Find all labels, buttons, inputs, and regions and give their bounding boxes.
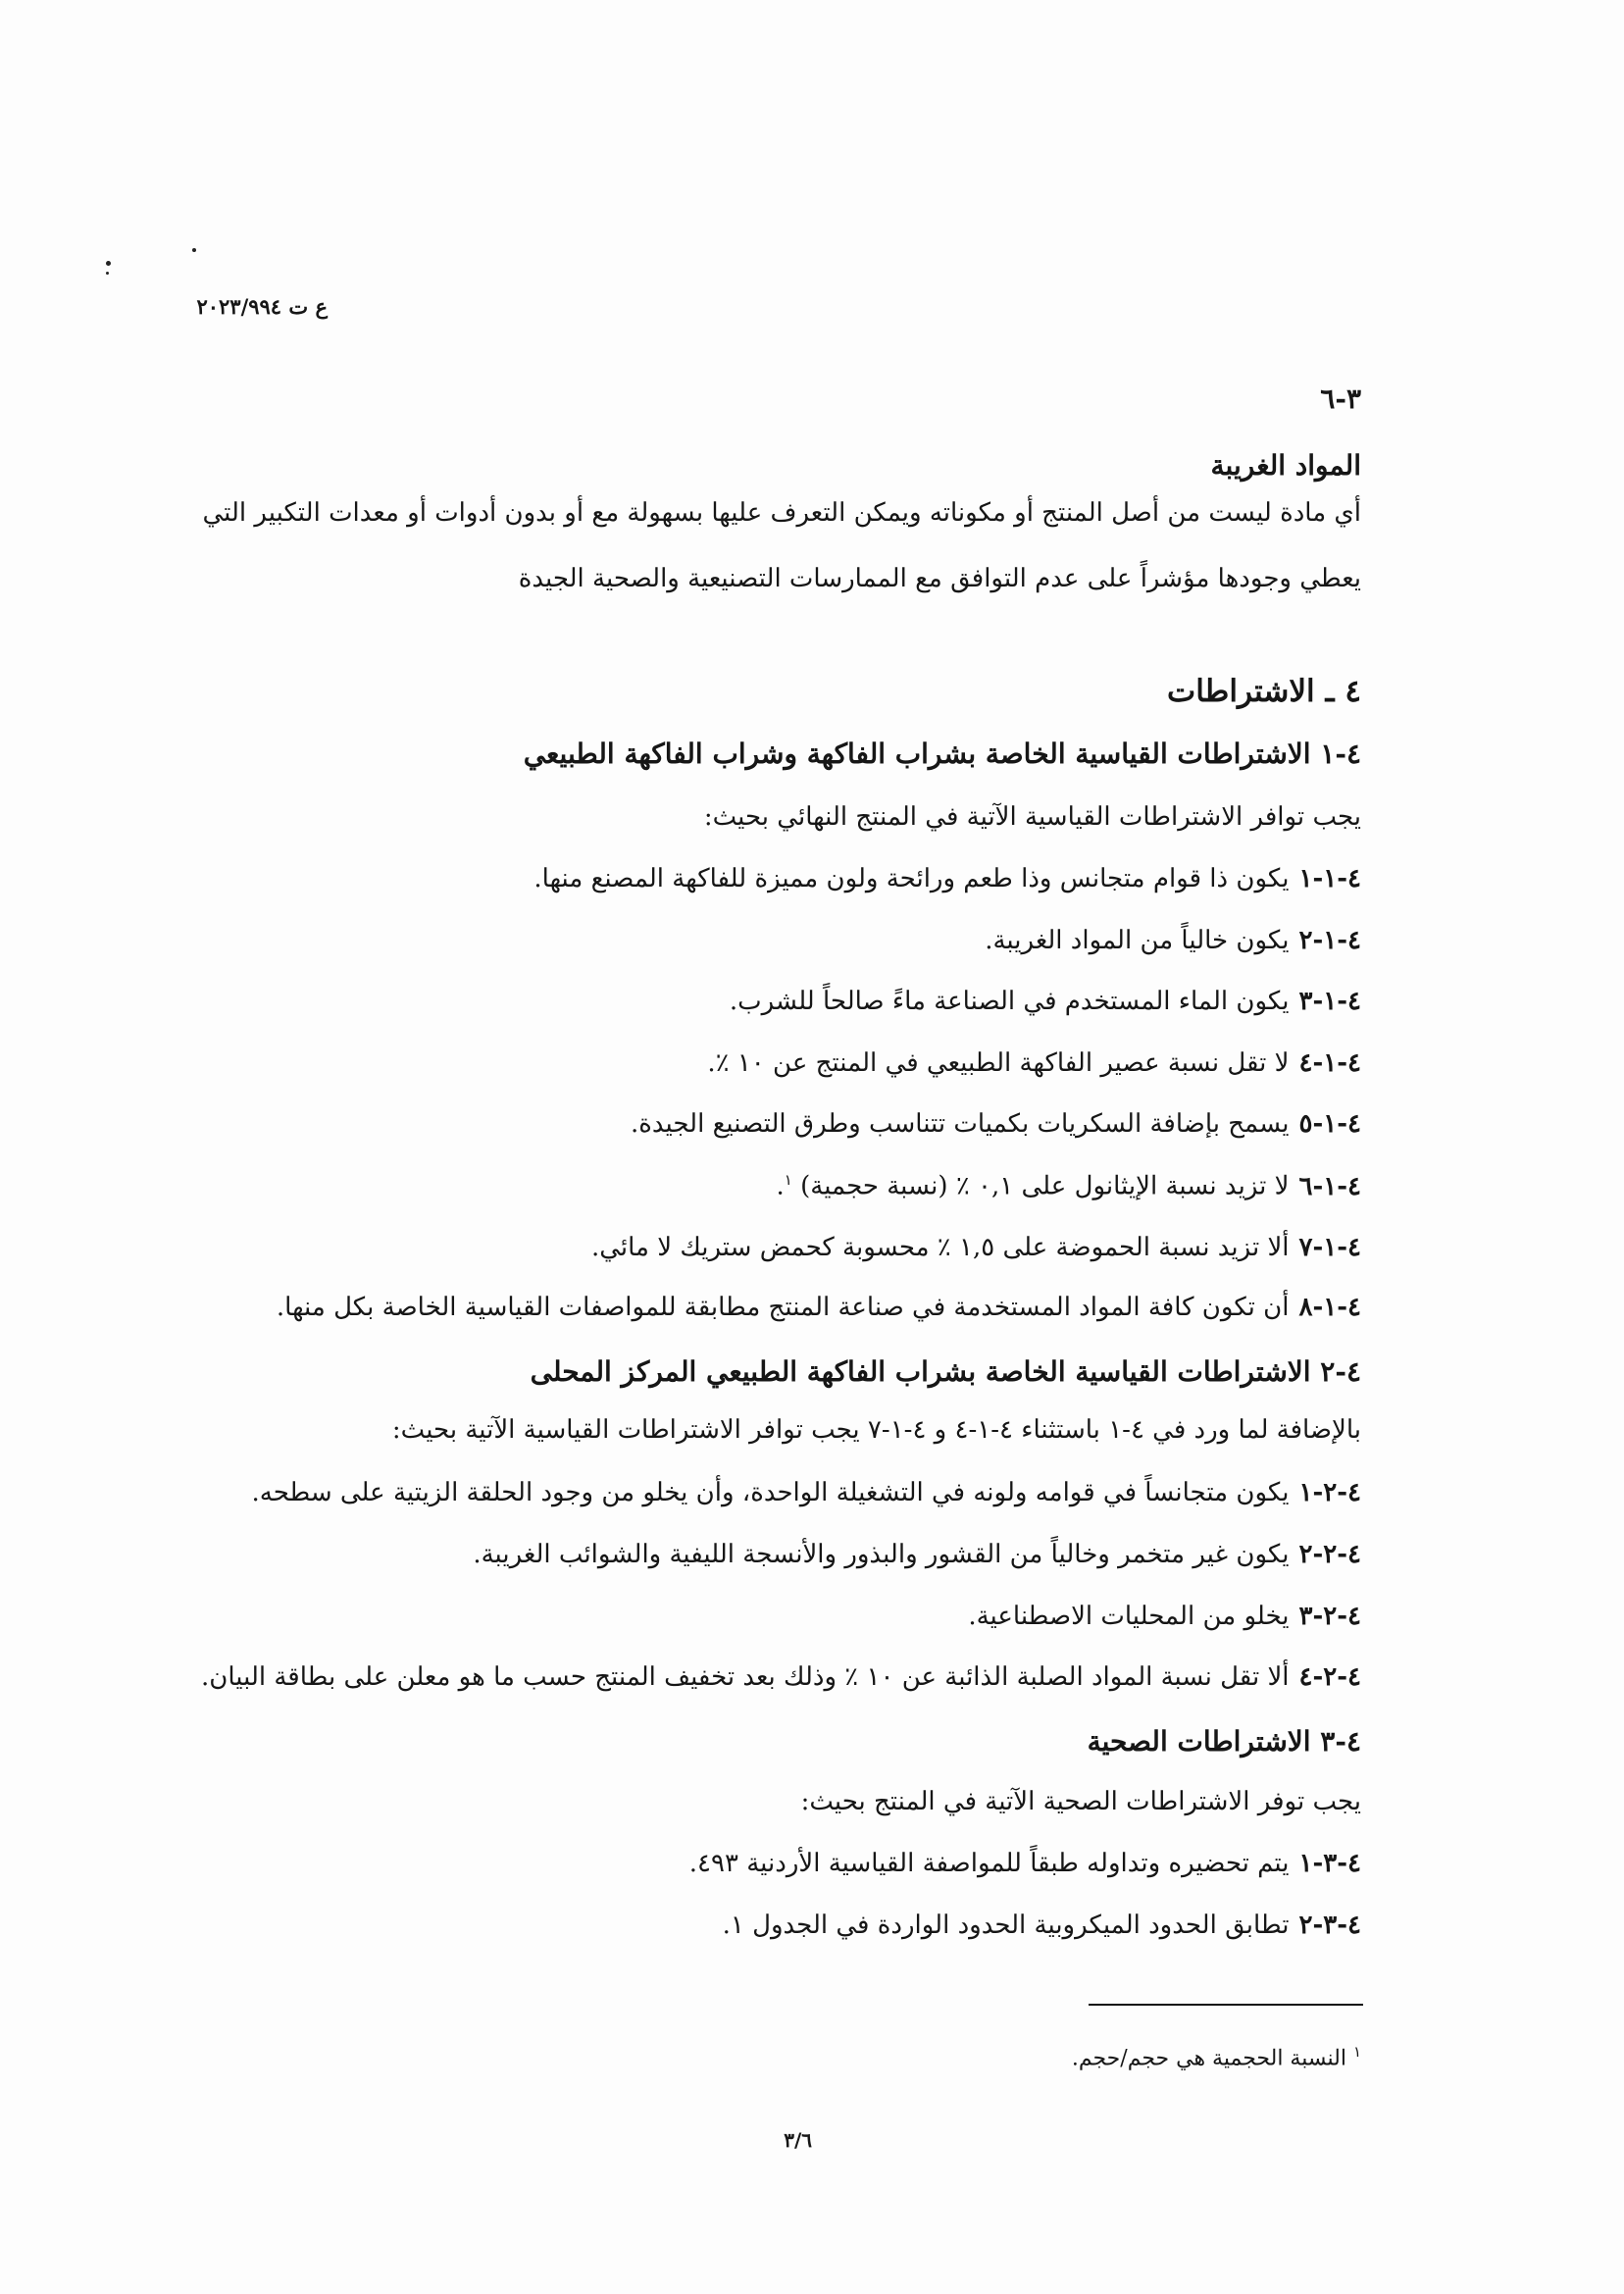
list-item bbox=[277, 1293, 1361, 1322]
footnote bbox=[1072, 2043, 1361, 2070]
item-number: ٤-٢-٣ bbox=[1298, 1602, 1361, 1631]
item-text: يكون غير متخمر وخالياً من القشور والبذور والأنسجة الليفية والشوائب الغريبة. bbox=[473, 1540, 1290, 1569]
subsection-4-1-title: ٤-١ الاشتراطات القياسية الخاصة بشراب الفاكهة وشراب الفاكهة الطبيعي bbox=[523, 738, 1361, 770]
list-item bbox=[533, 864, 1361, 893]
item-number: ٤-١-٢ bbox=[1298, 926, 1361, 955]
subsection-4-1-intro: يجب توافر الاشتراطات القياسية الآتية في المنتج النهائي بحيث: bbox=[703, 802, 1361, 832]
definition-line-1: أي مادة ليست من أصل المنتج أو مكوناته ويمكن التعرف عليها بسهولة مع أو بدون أدوات أو معدات التكبير التي bbox=[202, 498, 1361, 528]
item-text-tail: . bbox=[776, 1171, 785, 1201]
list-item bbox=[968, 1602, 1361, 1631]
item-number: ٤-١-٨ bbox=[1298, 1293, 1361, 1322]
section-4-title: ٤ ـ الاشتراطات bbox=[1167, 674, 1361, 709]
list-item bbox=[730, 987, 1361, 1016]
section-number: ٣-٦ bbox=[1320, 382, 1361, 415]
item-text: يخلو من المحليات الاصطناعية. bbox=[968, 1602, 1290, 1631]
item-text: لا تزيد نسبة الإيثانول على ٠,١ ٪ (نسبة حجمية) bbox=[800, 1171, 1290, 1201]
definition-line-2: يعطي وجودها مؤشراً على عدم التوافق مع الممارسات التصنيعية والصحية الجيدة bbox=[518, 564, 1361, 593]
scan-mark bbox=[106, 261, 111, 266]
item-number: ٤-١-٦ bbox=[1298, 1171, 1361, 1201]
list-item bbox=[201, 1662, 1361, 1692]
item-number: ٤-١-٧ bbox=[1298, 1233, 1361, 1262]
item-text: ألا تقل نسبة المواد الصلبة الذائبة عن ١٠ ٪ وذلك بعد تخفيف المنتج حسب ما هو معلن على بطاقة البيان. bbox=[200, 1662, 1290, 1692]
item-number: ٤-٣-١ bbox=[1298, 1849, 1361, 1878]
item-text: يسمح بإضافة السكريات بكميات تتناسب وطرق التصنيع الجيدة. bbox=[631, 1109, 1290, 1139]
subsection-4-2-intro: بالإضافة لما ورد في ٤-١ باستثناء ٤-١-٤ و ٤-١-٧ يجب توافر الاشتراطات القياسية الآتية بحيث: bbox=[391, 1415, 1361, 1445]
item-number: ٤-٢-١ bbox=[1298, 1478, 1361, 1507]
list-item bbox=[591, 1233, 1361, 1262]
item-number: ٤-٣-٢ bbox=[1298, 1911, 1361, 1940]
list-item bbox=[707, 1048, 1361, 1078]
list-item bbox=[985, 926, 1361, 955]
document-number: ع ت ٢٠٢٣/٩٩٤ bbox=[196, 294, 328, 319]
item-text: يكون ذا قوام متجانس وذا طعم ورائحة ولون مميزة للفاكهة المصنع منها. bbox=[533, 864, 1290, 893]
item-number: ٤-١-٥ bbox=[1298, 1109, 1361, 1139]
list-item bbox=[689, 1849, 1361, 1878]
item-text: ألا تزيد نسبة الحموضة على ١,٥ ٪ محسوبة كحمض ستريك لا مائي. bbox=[590, 1233, 1290, 1262]
item-text: تطابق الحدود الميكروبية الحدود الواردة في الجدول ١. bbox=[722, 1911, 1290, 1940]
footnote-text: النسبة الحجمية هي حجم/حجم. bbox=[1071, 2046, 1346, 2071]
list-item bbox=[473, 1540, 1361, 1569]
item-text: يكون الماء المستخدم في الصناعة ماءً صالحاً للشرب. bbox=[729, 987, 1290, 1016]
item-text: يتم تحضيره وتداوله طبقاً للمواصفة القياسية الأردنية ٤٩٣. bbox=[688, 1849, 1290, 1878]
footnote-mark: ١ bbox=[1352, 2043, 1361, 2061]
footnote-separator bbox=[1089, 2004, 1363, 2006]
list-item bbox=[631, 1109, 1361, 1139]
item-number: ٤-٢-٢ bbox=[1298, 1540, 1361, 1569]
item-text: يكون متجانساً في قوامه ولونه في التشغيلة الواحدة، وأن يخلو من وجود الحلقة الزيتية على سطحه. bbox=[251, 1478, 1290, 1507]
item-text: لا تقل نسبة عصير الفاكهة الطبيعي في المنتج عن ١٠ ٪. bbox=[707, 1048, 1290, 1078]
footnote-reference: ١ bbox=[784, 1171, 792, 1189]
section-title: المواد الغريبة bbox=[1210, 449, 1361, 482]
subsection-4-3-intro: يجب توفر الاشتراطات الصحية الآتية في المنتج بحيث: bbox=[800, 1787, 1361, 1816]
item-number: ٤-٢-٤ bbox=[1298, 1662, 1361, 1692]
scan-mark bbox=[106, 272, 109, 275]
page-number: ٣/٦ bbox=[784, 2128, 812, 2152]
subsection-4-2-title: ٤-٢ الاشتراطات القياسية الخاصة بشراب الفاكهة الطبيعي المركز المحلى bbox=[530, 1355, 1361, 1388]
list-item bbox=[723, 1911, 1361, 1940]
scan-mark bbox=[192, 248, 196, 252]
list-item bbox=[252, 1478, 1361, 1507]
item-number: ٤-١-١ bbox=[1298, 864, 1361, 893]
item-text: أن تكون كافة المواد المستخدمة في صناعة المنتج مطابقة للمواصفات القياسية الخاصة بكل منها. bbox=[276, 1293, 1290, 1322]
subsection-4-3-title: ٤-٣ الاشتراطات الصحية bbox=[1087, 1725, 1361, 1758]
list-item bbox=[777, 1171, 1361, 1201]
item-number: ٤-١-٤ bbox=[1298, 1048, 1361, 1078]
item-number: ٤-١-٣ bbox=[1298, 987, 1361, 1016]
item-text: يكون خالياً من المواد الغريبة. bbox=[985, 926, 1290, 955]
